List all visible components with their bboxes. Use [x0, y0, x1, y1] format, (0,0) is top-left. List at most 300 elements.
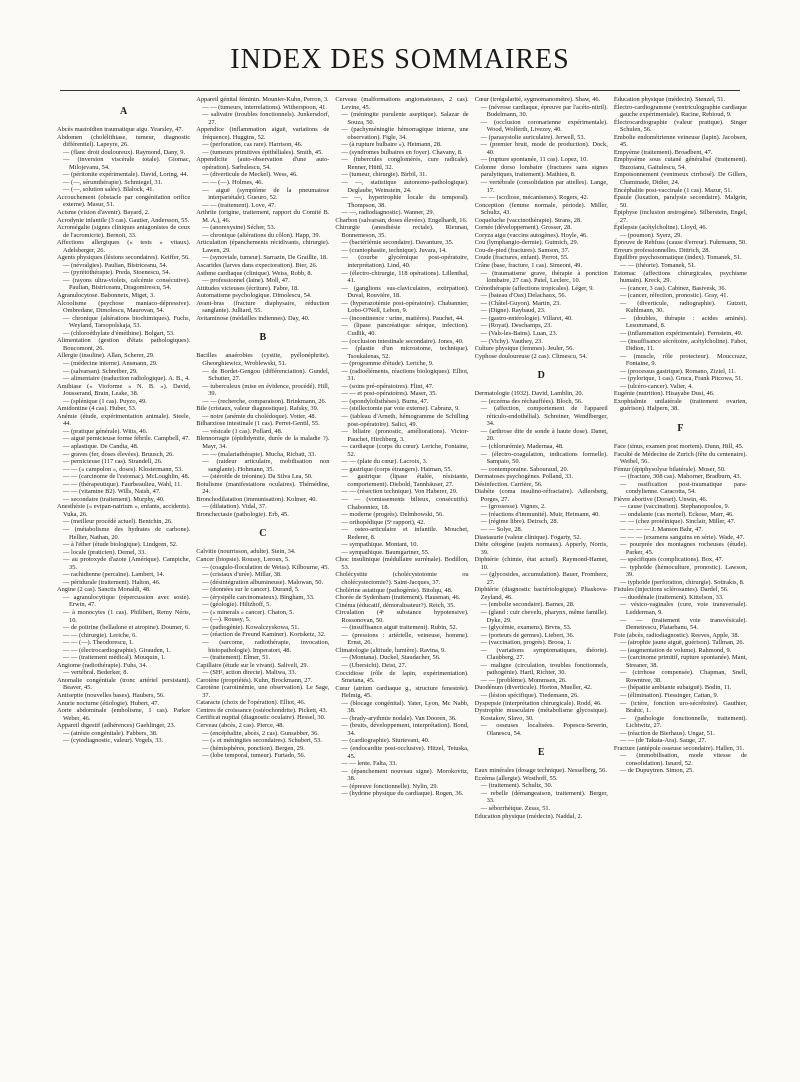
index-entry: — (élimination). Fiessinger, Cattan, 9.	[619, 692, 719, 700]
index-entry: Cornée (développement). Grosser, 28.	[474, 224, 572, 232]
index-entry: Ascarides (larves dans expectoration). Bier, 26.	[196, 262, 318, 270]
index-entry: — (atrophie jaune aiguë, guérison). Tallman, 26.	[619, 639, 745, 647]
index-entry: — maligne (circulation, troubles fonctionnels, pathogénie). Hartl, Richter, 30.	[480, 661, 608, 677]
index-entry: Appendicite (auto-observation d'une auto-opération). Sarbulescu, 54.	[196, 156, 330, 171]
index-entry: Abdomen (cholélithiase, tumeur, diagnostic différentiel). Lapeyre, 26.	[57, 133, 191, 149]
index-entry: — (régime libre). Deirsch, 28.	[480, 518, 559, 526]
index-entry: — (perforation, cas rare). Harrison, 46.	[202, 141, 303, 149]
index-entry: — (immobilisation, mode vitesse de consolidation). Isnard, 52.	[619, 752, 748, 767]
index-entry: — ossification post-traumatique para-condylienne. Caracotta, 54.	[619, 480, 748, 496]
index-entry: Bronchectasie (pathologie). Erb, 45.	[196, 510, 289, 518]
index-entry: — — (recherche, comparaison). Brinkmann, 26.	[202, 397, 327, 405]
index-entry: — (inversion viscérale totale). Giomac, Milojevanu, 54.	[63, 156, 191, 171]
index-entry: — (péritonite expérimentale). David, Loring, 44.	[63, 171, 189, 179]
index-entry: — — (traitement médical). Mouquin, 1.	[63, 654, 166, 662]
index-entry: — (carcinome primitif, rupture spontanée). Mant, Streaner, 38.	[619, 654, 748, 669]
index-entry: Blennorragie (épididymite, durée de la maladie ?). Mayr, 34.	[196, 435, 330, 450]
index-entry: — — (—). Holmes, 46.	[202, 179, 264, 187]
index-entry: — (tableau d'Arneth, hémogramme de Schilling post-opératoire). Salici, 49.	[341, 412, 469, 428]
index-entry: Épiphyse (inclusion œstrogène). Silberstein, Engel, 27.	[613, 209, 748, 224]
index-entry: Emphysème sous cutané généralisé (traitement). Buzoianu, Gaitulescu, 54.	[613, 156, 748, 171]
index-entry: Appareil génital féminin. Mounier-Kuhn, Perron, 3.	[196, 96, 329, 103]
index-entry: — — (thérapeutique). Faurbeaulieu, Wahl, 11.	[63, 480, 182, 488]
index-entry: — (bateau d'Oax) Delachaux, 56.	[480, 292, 567, 300]
index-entry: — séborrhéique. Zesss, 51.	[480, 805, 551, 813]
index-entry: — à monocytes (1 cas). Philibert, Remy Néris, 10.	[63, 609, 191, 624]
index-entry: — gastrique (corps étrangers). Haiman, 55.	[341, 465, 453, 473]
index-entry: — (fracture, 308 cas). Mahorner, Bradburn, 43.	[619, 473, 742, 481]
index-entry: Amidontine (4 cas). Huber, 53.	[57, 405, 137, 413]
index-entry: Automatisme psychologique. Dimolescu, 54.	[196, 292, 312, 300]
index-entry: — gastrique (lipase étalée, résistante, comportement). Diebold, Tannhäuser, 27.	[341, 473, 469, 488]
index-entry: Carotène (propriétés). Kuhn, Brockmann, 27.	[196, 676, 313, 684]
index-entry: — (« minerals » cancer). Chaton, 5.	[202, 608, 294, 616]
index-entry: — de Dupuytren. Simon, 25.	[619, 767, 694, 775]
index-entry: — (eczéma des réchauffées). Bloch, 56.	[480, 397, 583, 405]
index-entry: — (anorexysine) Sécher, 53.	[202, 224, 276, 232]
index-entry: Cyphose douloureuse (2 cas). Climescu, 54.	[474, 352, 588, 360]
index-entry: — vertébrale (consolidation par attelles). Lange, 17.	[480, 179, 608, 194]
index-entry: Asthme cardiaque (clinique). Weiss, Robb, 8.	[196, 269, 313, 277]
index-entry: — (porteurs de germes). Liebert, 36.	[480, 631, 575, 639]
section-letter-d: D	[537, 370, 545, 382]
index-entry: — (ganglions sus-claviculaires, extirpation). Duval, Rouvière, 18.	[341, 284, 469, 300]
index-entry: — — et post-opératoires). Maser, 35.	[341, 390, 437, 398]
index-entry: Abcès mastoïdien traumatique aigu. Yearsley, 47.	[57, 126, 184, 133]
index-entry: — (pyrétothérapie). Preda, Stoenescu, 54.	[63, 269, 171, 277]
index-entry: — — (scoliose, mécanismes). Rogers, 42.	[480, 194, 589, 202]
index-entry: Capillaire (étude sur le vivant). Saliveli, 29.	[196, 661, 309, 669]
index-entry: — (cirrhose compensée). Chapman, Snell, Rowntree, 38.	[619, 669, 748, 684]
index-entry: Affections allergiques (« tests » vitaux). Adelsberger, 26.	[57, 239, 191, 254]
index-entry: — (épanchement nouveau signe). Morokovitz, 38.	[341, 767, 469, 783]
index-entry: — cause (vaccination). Stephanopoulos, 9.	[619, 503, 730, 511]
index-entry: Avant-bras (fracture diaphysaire, réduction sanglante). Julliard, 55.	[196, 299, 330, 315]
index-entry: Dyspepsie (interprétation chirurgicale). Rodd, 46.	[474, 699, 602, 707]
section-letter-f: F	[677, 422, 684, 434]
index-entry: — (spondylolisthèses). Burns, 47.	[341, 397, 429, 405]
index-entry: Cerveau (abcès, 2 cas). Pierce, 48.	[196, 722, 285, 730]
index-entry: Cancer (biopsie). Roussy, Leroux, 5.	[196, 555, 290, 563]
index-entry: Appareil digestif (adhérences) Gaehlinger, 23.	[57, 722, 176, 730]
index-entry: — tuberculeux (mise en évidence, procédé). Hill, 39.	[202, 382, 330, 398]
index-entry: — typhoïde (perforation, chirurgie). Sotirakis, 8.	[619, 578, 745, 586]
index-entry: — (cancer, 3 cas). Cabinez, Basivesk, 36.	[619, 284, 727, 292]
index-entry: — — (vomissements bilieux, consécutifs). Chabonniez, 18.	[341, 495, 469, 511]
index-entry: — (névralgies). Paulian, Bistriceanu, 54.	[63, 261, 168, 269]
index-entry: Amibiase (« Vioforme » N. B. »). David, Jousserand, Brain, Leake, 38.	[57, 382, 191, 398]
index-entry: Exophtalmie unilatérale (traitement ovarien, guérison). Halpern, 38.	[613, 397, 748, 413]
index-entry: — (lipase pancréatique sérique, infection). Cudlik, 40.	[341, 322, 469, 337]
index-entry: — (géologie). Hiltzhoff, 5.	[202, 601, 271, 609]
index-entry: Duodénum (diverticule). Horton, Mueller, 42.	[474, 684, 592, 692]
index-entry: — (coagulo-floculation de Weiss). Kilbourne, 45.	[202, 563, 329, 571]
index-entry: Agranulocytose. Babonneix, Miget, 3.	[57, 292, 155, 300]
index-entry: Cataracte (choix de l'opération). Elliot, 46.	[196, 699, 306, 707]
index-entry: Circulation (4ᵉ substance hypotensive). Rossonovan, 50.	[335, 609, 469, 624]
index-entry: Empoisonnement (venimeux cirrhosé). De Gillers, Chaminade, Didier, 24.	[613, 171, 748, 187]
index-entry: — — lente. Falta, 33.	[341, 760, 397, 768]
index-entry: — (névrose cardiaque, épreuve par l'acéto-nitril). Budelmann, 30.	[480, 103, 608, 119]
index-entry: — chronique (altérations biochimiques). Fuchs, Weyland, Tarsopolskaja, 53.	[63, 314, 191, 330]
index-entry: — — (électrocardiographie). Girauden, 1.	[63, 646, 171, 654]
index-entry: — (hépatite ambiante subaiguë). Bodin, 11.	[619, 684, 732, 692]
index-entry: Face (sinus, examen post mortem). Dunn, Hill, 45.	[613, 442, 744, 450]
index-columns	[57, 96, 747, 1071]
index-entry: Certificat nuptial (diagnostic oculaire). Hessel, 30.	[196, 714, 326, 722]
index-entry: — (stellectomie par voie externe). Cabranz, 9.	[341, 405, 460, 413]
index-entry: — (réaction de Freund Kaminer). Kortsketz, 32.	[202, 631, 326, 639]
index-entry: Bilharziose intestinale (1 cas). Perret-Gentil, 55.	[196, 420, 320, 428]
index-entry: Diabète (coma insulino-réfractaire). Adlersberg, Porges, 27.	[474, 488, 608, 503]
index-entry: — (Vals-les-Bains). Luan, 23.	[480, 329, 558, 337]
index-entry: — moderne (progrès). Delmbowski, 56.	[341, 511, 444, 519]
index-entry: Coryza aigu (vaccins autogènes). Hoyle, 46.	[474, 231, 588, 239]
index-entry: — (chlorurémie). Madernaa, 48.	[480, 442, 564, 450]
index-entry: Chirurgie (anesthésie rectale). Rieunau, Bonnemeson, 35.	[335, 224, 469, 239]
index-entry: Allergie (insuline). Allan, Scherer, 29.	[57, 352, 155, 360]
index-entry: — (lésion spécifique). Tiedemann, 26.	[480, 692, 579, 700]
index-column-2	[196, 96, 329, 1071]
index-entry: — — (« campolon », doses). Klostermann, 53.	[63, 465, 183, 473]
index-entry: Chorée de Sydenham (traitement). Hausman, 46.	[335, 594, 461, 602]
index-entry: Embolie endométrienne veineuse (lapin). Jacobsen, 45.	[613, 133, 748, 149]
index-entry: Centres de croissance (ostéochondrite). Pickett, 43.	[196, 706, 328, 714]
index-entry: — — (théorie). Tomanek, 51.	[619, 262, 696, 270]
index-entry: — (muscle, rôle protecteur). Mouccrazz, Fontaine, 9.	[619, 352, 748, 368]
index-entry: — (blocage congénital). Yater, Lyon, Mc Nabb, 38.	[341, 699, 469, 715]
index-entry: — (processus gastrique). Romano, Ziziel, 11.	[619, 367, 736, 375]
index-entry: — (rupture spontanée, 11 cas). Lopez, 10.	[480, 156, 588, 164]
index-entry: — (sarcome, radiothérapie, invocation, histopathologie). Imperatori, 48.	[202, 639, 330, 654]
index-entry: Cholérine asiatique (pathogénie). Bitolqu, 48.	[335, 586, 453, 594]
index-entry: — (données sur le cancer). Durand, 5.	[202, 586, 300, 594]
index-entry: Alcoolisme (psychose maniaco-dépressive). Ombredane, Dimolescu, Maurovan, 54.	[57, 299, 191, 315]
index-entry: — (épreuve fonctionnelle). Nylin, 29.	[341, 782, 439, 790]
index-entry: — spécifiques (complications). Box, 47.	[619, 556, 724, 564]
index-entry: — (occlusion coronarienne expérimentale). Wood, Wolferth, Livezey, 40.	[480, 118, 608, 134]
index-entry: — aplastique. De Candia, 48.	[63, 442, 139, 450]
index-entry: — —, statistique autonomo-pathologique). Deglaube, Weinstein, 24.	[341, 179, 469, 194]
index-entry: Coccidiose (rôle de lapin, expérimentation). Smetana, 45.	[335, 669, 469, 685]
index-entry: Climatologie (altitude, lumière). Ravina, 9.	[335, 646, 446, 654]
index-entry: — (électro-chirurgie, 118 opérations). Lillenthal, 41.	[341, 269, 469, 285]
index-entry: — (Digne). Raybaud, 23.	[480, 307, 546, 315]
index-column-3	[335, 96, 468, 1071]
index-entry: — contemporaine. Sabouraud, 20.	[480, 465, 569, 473]
index-entry: — (premier bruit, mode de production). Dock, 40.	[480, 141, 608, 156]
index-entry: — (splénique (1 cas). Puyzo, 49.	[63, 397, 147, 405]
index-entry: — (méningite purulente aseptique). Salazar de Souza, 50.	[341, 111, 469, 126]
index-entry: — (—). Roussy, 5.	[202, 616, 251, 624]
index-entry: Cœur (atrium cardiaque g., structure fenestrée). Helmig, 45.	[335, 684, 469, 700]
index-entry: Angine (2 cas). Sanctis Monaldi, 48.	[57, 586, 151, 594]
index-entry: — (incontinence : urine, matières). Pauchet, 44.	[341, 314, 464, 322]
index-entry: — sympathique. Montant, 10.	[341, 541, 419, 549]
index-entry: Épreuve de Rehfuss (cause d'erreur). Fuhrmann, 50.	[613, 239, 747, 247]
index-entry: Choc insulinique (médullaire surrénale). Bodillon, 53.	[335, 556, 469, 571]
index-entry: Équilibre psychosomatique (index). Tomanek, 51.	[613, 254, 742, 262]
index-entry: — au protoxyde d'azote (Amérique). Campiche, 35.	[63, 556, 191, 571]
index-entry: — de poitrine (belladone et atropine). Doumer, 6.	[63, 624, 190, 632]
index-entry: Avitaminose (médailles indiennes). Day, 40.	[196, 314, 310, 322]
index-entry: — (chloroéthylate d'éméthine). Bolgart, 53.	[63, 329, 175, 337]
index-entry: — (diverticule de Meckel). Wess, 46.	[202, 171, 298, 179]
index-entry: Crénothérapie (affections tropicales). Léger, 9.	[474, 284, 595, 292]
index-entry: — (insuffisance sécrétoire, acétylcholine). Fabot, Didion, 11.	[619, 337, 748, 353]
index-entry: — (grossesse). Vignes, 2.	[480, 503, 546, 511]
index-entry: Eaux minérales (dosage technique). Nesselberg, 56.	[474, 767, 607, 775]
index-entry: Cœur (irrégularité, sygmomanométre). Shaw, 46.	[474, 96, 601, 103]
index-entry: — aiguë pernicieuse forme fébrile. Campbell, 47.	[63, 435, 190, 443]
index-entry: — (tumeur, chirurgie). Birbil, 31.	[341, 171, 427, 179]
index-entry: — vésicale (1 cas). Pollard, 48.	[202, 427, 283, 435]
index-entry: — (« et méningites secondaires). Schubert, 53.	[202, 737, 322, 745]
index-entry: — (gland : cuir chevelu, pharynx, même famille). Dyke, 29.	[480, 609, 608, 624]
index-entry: — (Ubersicht). Deist, 27.	[341, 662, 407, 670]
index-entry: — (à rupture bulbaire »). Heimann, 28.	[341, 141, 442, 149]
index-entry: — (SH², action directe). Maliwa, 33.	[202, 669, 297, 677]
index-entry: Acromégalie (signes cliniques antagonistes de ceux de l'acromicrie). Bernoit, 33.	[57, 224, 191, 239]
index-entry: Acisme (vision d'avenir). Bayard, 2.	[57, 209, 150, 217]
index-entry: Diphtérie (diagnostic bactériologique). Pliaskova-Zeyland, 46.	[474, 586, 608, 601]
index-entry: — agranulocytique (répercussion avec sosie). Erwin, 47.	[63, 593, 191, 609]
index-entry: Dystrophie musculaire (métabolisme glycosique). Kostakov, Slavo, 30.	[474, 707, 608, 722]
index-entry: Carotène (carotinémie, une observation). Le Sage, 37.	[196, 684, 330, 699]
index-entry: Diphtérie (chimie, état actuel). Raymond-Hamet, 10.	[474, 556, 608, 571]
index-entry: Bronchodilatation (immunisation). Kolmer, 40.	[196, 495, 317, 503]
index-column-5	[614, 96, 747, 1071]
index-entry: — — (—). Theodorescu, 1.	[63, 639, 134, 647]
index-entry: — (inflammation expérimentale). Fernstein, 49.	[619, 329, 743, 337]
index-entry: Erreurs professionnelles. Dittrich, 28.	[613, 246, 711, 254]
index-entry: — — (de Takata-Ara). Sauge, 27.	[619, 737, 707, 745]
index-entry: — alimentaire (traduction radiologique). A. B., 4.	[63, 375, 190, 383]
index-entry: Acrodynie infantile (3 cas). Gautier, Andersson, 55.	[57, 216, 190, 224]
index-entry: — (occlusion intestinale secondaire). Jones, 40.	[341, 337, 464, 345]
index-entry: — duodénale (traitement). Kittelson, 33.	[619, 593, 724, 601]
index-entry: — noire (anémie du cholédoque). Votter, 48.	[202, 412, 317, 420]
index-entry: — salivaire (troubles fonctionnels). Junkersdorf, 27.	[202, 111, 330, 126]
index-column-4	[475, 96, 608, 1071]
index-entry: — (gastro-entérologie). Villaret, 40.	[480, 314, 573, 322]
index-entry: — (salvarsan). Schreiber, 29.	[63, 367, 138, 375]
index-entry: — osseuses localisées. Popescu-Severin, Olanescu, 54.	[480, 722, 608, 737]
index-entry: — rachidienne (percaïne). Lambert, 14.	[63, 571, 165, 579]
index-entry: — (cancer, réfection, pronostic). Gray, 41.	[619, 292, 729, 300]
index-entry: — graves (fer, doses élevées). Bruusch, 26.	[63, 450, 174, 458]
index-entry: Anomalie congénitale (tronc artériel persistant). Beaver, 45.	[57, 676, 191, 692]
index-entry: — (hyperazotémie post-opératoire). Chabannier, Lobo-O'Nell, Lebon, 9.	[341, 299, 469, 315]
index-entry: — (Châtel-Guyon). Martin, 23.	[480, 299, 561, 307]
index-entry: — — — — J. Manson Bahr, 47.	[619, 525, 703, 533]
section-letter-b: B	[259, 332, 267, 344]
index-entry: Fièvre abortive (Dorset). Unwin, 46.	[613, 495, 708, 503]
index-entry: Cou-de-pied (fractures). Samson, 37.	[474, 246, 570, 254]
index-entry: — (embolie secondaire). Barnes, 28.	[480, 601, 575, 609]
index-entry: Désinfection. Carrière, 56.	[474, 480, 543, 488]
index-entry: — — (chirurgie). Leriche, 6.	[63, 631, 137, 639]
index-entry: — — (malariathérapie). Mucha, Ricbatt, 33.	[202, 450, 316, 458]
index-entry: — (réaction de Bierhaus). Ungar, 51.	[619, 729, 715, 737]
index-entry: — de Bordet-Gengou (différenciation). Gundel, Schutter, 27.	[202, 367, 330, 383]
index-entry: Encéphalite post-vaccinale (1 cas). Mazur, 51.	[613, 186, 733, 194]
index-entry: — sympathique. Baumgartner, 55.	[341, 548, 430, 556]
title-rule	[60, 90, 740, 91]
index-entry: Eczéma (allergie). Wosthoff, 55.	[474, 774, 558, 782]
index-entry: Cou (lymphangio-dermie). Gutmich, 29.	[474, 239, 579, 247]
index-entry: Crâne (base, fracture, 1 cas). Simeoni, 49.	[474, 262, 582, 270]
index-entry: — pourprée des montagnes rocheuses (étude). Parker, 45.	[619, 541, 748, 556]
index-entry: — (pathologie fonctionnelle, traitement). Lichtwitz, 27.	[619, 714, 748, 730]
index-entry: — (programme d'étude). Leriche, 9.	[341, 360, 434, 368]
index-entry: — (raideur articulaire, mobilisation non sanglante). Hohmann, 35.	[202, 458, 330, 473]
index-entry: — orthopédique (5ᵉ rapport), 42.	[341, 518, 426, 526]
index-entry: — (ictère, fonction uro-sécrétoire). Gauthier, Brahic, 1.	[619, 699, 748, 715]
index-entry: Charbon (salvarsan, doses élevées). Engelhardt, 16.	[335, 216, 468, 224]
index-entry: Anurie nocturne (étiologie). Hubert, 47.	[57, 699, 160, 707]
index-entry: — — (traitement voie transvésicale). Demetrescu, Platarbanu, 54.	[619, 616, 748, 632]
index-entry: — (endocardite post-occlusive). Hitzel, Tetuska, 45.	[341, 745, 469, 760]
index-entry: — — Solye, 28.	[480, 525, 523, 533]
index-entry: Angiome (radiothérapie). Fuhs, 34.	[57, 661, 148, 669]
index-entry: — osteo-articulaire et infantile. Mouchet, Rederer, 8.	[341, 526, 469, 541]
index-entry: Épaule (luxation, paralysie secondaire). Malgrin, 50.	[613, 194, 748, 209]
index-entry: Bile (cristaux, valeur diagnostique). Rafsky, 39.	[196, 405, 319, 413]
index-entry: — (vaccination, progrès). Brooa, 1.	[480, 639, 572, 647]
index-entry: — (Royat). Deschamps, 23.	[480, 322, 552, 330]
index-entry: — (insuffisance aiguë traitement). Rubin, 52.	[341, 624, 458, 632]
index-entry: Foie (abcès, radiodiagnostic). Reeves, Apple, 38.	[613, 631, 740, 639]
section-letter-c: C	[259, 528, 267, 540]
index-entry: Conception (femme normale, période). Miller, Schultz, 43.	[474, 201, 608, 217]
index-entry: — (cristaux d'urée). Millar, 38.	[202, 571, 282, 579]
index-entry: Cerveau (malformations angiomateuses, 2 cas). Levine, 45.	[335, 96, 469, 111]
index-entry: — chronique (altérations du côlon). Happ, 39.	[202, 231, 321, 239]
index-entry: — secondaire (traitement). Murphy, 40.	[63, 495, 165, 503]
index-entry: — — (chez protéinique). Sinclair, Miller, 47.	[619, 518, 736, 526]
index-entry: — (pathogénie). Kowalczyskowa, 51.	[202, 623, 300, 631]
index-entry: — (plastie d'un microstome, technique). Tsoukalenas, 52.	[341, 345, 469, 360]
index-entry: — (encéphalite, abcès, 2 cas). Gunsabber, 36.	[202, 729, 319, 737]
index-entry: — (meilleur procédé actuel). Bentchin, 26.	[63, 518, 173, 526]
index-entry: — (traumatisme grave, thérapie à ponction lombaire, 27 cas). Patel, Leclerc, 10.	[480, 269, 608, 285]
index-entry: — rebelle (démangeaison, traitement). Berger, 33.	[480, 789, 608, 805]
page-title: INDEX DES SOMMAIRES	[230, 44, 570, 75]
index-entry: — (craniophastie, technique). Juvara, 14.	[341, 246, 447, 254]
index-entry: — (syndromes bulbaires en foyer). Chavany, 8.	[341, 148, 463, 156]
index-entry: — aiguë (symptôme de la pneumatose interpariétale). Gueuro, 52.	[202, 186, 330, 202]
index-entry: — (synoviale, tumeur). Sarrazin, De Graillie, 18.	[202, 254, 328, 262]
index-entry: — (réactions d'immunité). Muir, Heimann, 40.	[480, 510, 600, 518]
index-entry: — — (traitement). Love, 47.	[202, 201, 276, 209]
index-entry: — (traitement). Schultz, 30.	[480, 782, 553, 790]
index-entry: — (poumon). Syerz, 29.	[619, 231, 682, 239]
index-entry: Arthrite (origine, traitement, rapport du Comité B. M. A.), 46.	[196, 209, 330, 224]
index-entry: Antiseptie (nouvelles bases). Haubers, 56.	[57, 692, 165, 700]
index-entry: — ondulante (cas mortel). Eckose, Marr, 46.	[619, 510, 734, 518]
index-entry: Empyème (traitement). Broadbent, 47.	[613, 148, 713, 156]
index-entry: — (rayons ultra-violets, calcémie consécutive). Paulian, Bistriceanu, Dragomirescu, 54.	[63, 276, 191, 292]
index-entry: — (brady-arythmie nodale). Van Dooren, 36.	[341, 714, 457, 722]
index-entry: Fracture (antépole osseuse secondaire). Hallen, 31.	[613, 744, 745, 752]
index-entry: Coqueluche (vaccinothérapie). Strans, 28.	[474, 216, 582, 224]
index-entry: — (hydrine physique du cardiaque). Rogen, 36.	[341, 790, 464, 798]
index-entry: — (tubercules conglomérés, cure radicale). Renner, Hüttl, 32.	[341, 156, 469, 171]
index-entry: — (hémisphères, ponction). Bergen, 29.	[202, 744, 305, 752]
index-entry: — — (carcinome de l'estomac). McLoughlin, 48.	[63, 473, 190, 481]
index-entry: — — (plaie du cœur). Lacroix, 3.	[341, 458, 428, 466]
index-entry: Colonne dorso lombaire (fractures sans signes paralytiques, traitement). Mathieu, 8.	[474, 163, 608, 179]
index-entry: — — (vitamine B2). Wills, Naish, 47.	[63, 488, 161, 496]
index-entry: — (cytodiagnostic, valeur). Vogels, 33.	[63, 737, 164, 745]
index-entry: — — — (examens sanguins en série). Wade, 47.	[619, 533, 745, 541]
index-entry: Botulisme (manifestations oculaires). Thémédine, 24.	[196, 480, 330, 496]
index-entry: — locale (praticien). Demel, 33.	[63, 548, 146, 556]
index-entry: — (bruits, développement, interprétation). Bond, 34.	[341, 722, 469, 737]
index-entry: — — (tumeurs, interrelations). Witherspoon, 41.	[202, 103, 327, 111]
index-entry: Épilepsie (acétylcholine). Lloyd, 46.	[613, 224, 708, 232]
index-entry: — (glycosides, accumulation). Bauer, Fromherz, 27.	[480, 571, 608, 586]
index-entry: Dermatoses psychogènes. Polland, 33.	[474, 473, 573, 481]
index-entry: — (médecine interne). Ansmann, 29.	[63, 359, 158, 367]
index-entry: — (cardiographie). Sturtevant, 40.	[341, 737, 430, 745]
index-entry: Électro-cardiogramme (ventriculographie cardiaque gauche expérimentale). Racine, Rebioud, 9.	[613, 103, 748, 119]
index-entry: — à l'éther (étude biologique). Lindgren, 52.	[63, 541, 178, 549]
index-column-1	[57, 96, 190, 1071]
index-entry: Estomac (affections chirurgicales, psychisme humain). Kreck, 29.	[613, 269, 748, 285]
index-entry: — typhoïde (hémoculture, pronostic). Lawson, 39.	[619, 563, 748, 579]
index-entry: — (flanc droit douloureux). Raymond, Dany, 9.	[63, 148, 186, 156]
section-letter-a: A	[119, 106, 128, 117]
index-entry: — cardiaque (corps du cœur). Leriche, Fontaine, 52.	[341, 443, 469, 458]
index-entry: Aorte abdominale (embolisme, 1 cas). Parker Weber, 46.	[57, 707, 191, 722]
index-entry: — (pressions : artérielle, veineuse, homme). Ernst, 26.	[341, 631, 469, 647]
index-entry: — — (résection technique). Von Haberer, 29.	[341, 488, 458, 496]
index-entry: Agents physiques (lésions secondaires). Keiffer, 56.	[57, 254, 190, 262]
index-entry: — professionnel (laine). Moll, 47.	[202, 277, 290, 285]
index-entry: Culture physique (femmes). Jeuler, 56.	[474, 345, 574, 353]
index-entry: — (diverticule, radiographie). Gutzeit, Kuhlmann, 30.	[619, 299, 748, 315]
index-entry: Cholécystite (cholécystotomie ou cholécystectomie?). Saint-Jacques, 37.	[335, 571, 469, 586]
index-entry: — —, radiodiagnostic). Wanner, 29.	[341, 209, 435, 217]
index-entry: — vertébral. Bederker, 8.	[63, 669, 129, 677]
index-entry: — (arthrose dite de sonde à haute dose). Danet, 20.	[480, 427, 608, 443]
index-entry: — (atrésie congénitale). Fabbers, 38.	[63, 729, 158, 737]
index-entry: Appendice (inflammation aiguë, variations de fréquence). Huggins, 52.	[196, 126, 330, 141]
index-entry: Articulation (épanchements récidivants, chirurgie). Lawen, 29.	[196, 239, 330, 254]
index-entry: — (désintégration albumineuse). Malowan, 50.	[202, 578, 324, 586]
index-entry: Accouchement (obstacle par congénitation orifice externe). Masur, 51.	[57, 193, 191, 209]
index-entry: — (parasystolie auriculaire). Jerwell, 53.	[480, 133, 586, 141]
index-entry: — (lobe temporal, tumeur). Furtado, 56.	[202, 752, 306, 760]
index-entry: Bacilles anaérobies (cystite, pyélonéphrite). Gheorghiewicz, Wroblewski, 51.	[196, 352, 330, 367]
index-entry: Alimentation (gestion d'états pathologiques). Boucomont, 26.	[57, 337, 191, 352]
index-entry: Anesthésie (« evipan-natrium », enfants, accidents). Vuka, 26.	[57, 503, 191, 518]
index-entry: — pernicieuse (117 cas). Strandell, 26.	[63, 458, 163, 466]
index-entry: — (traitement). Elmer, 51.	[202, 654, 271, 662]
index-entry: — (augmentation de volume). Rahmond, 9.	[619, 646, 732, 654]
index-entry: — — (problème). Mommsen, 26.	[480, 676, 567, 684]
index-entry: — (variations symptomatiques, théorie). Claubberg, 27.	[480, 646, 608, 662]
index-entry: — (radioéléments, réactions biologiques). Elliot, 31.	[341, 367, 469, 383]
index-entry: Anémie (étude, expérimentation animale). Steele, 44.	[57, 412, 191, 428]
index-entry: — biliaire (pronostic, améliorations). Victor-Pauchet, Hirchberg, 3.	[341, 428, 469, 443]
index-entry: — (pratique générale). Witts, 46.	[63, 427, 148, 435]
index-entry: — (soins pré-opératoires). Flint, 47.	[341, 382, 434, 390]
index-entry: — (—, solution salée). Blalock, 41.	[63, 186, 155, 194]
index-entry: — (bactériémie secondaire). Davanture, 35.	[341, 239, 454, 247]
